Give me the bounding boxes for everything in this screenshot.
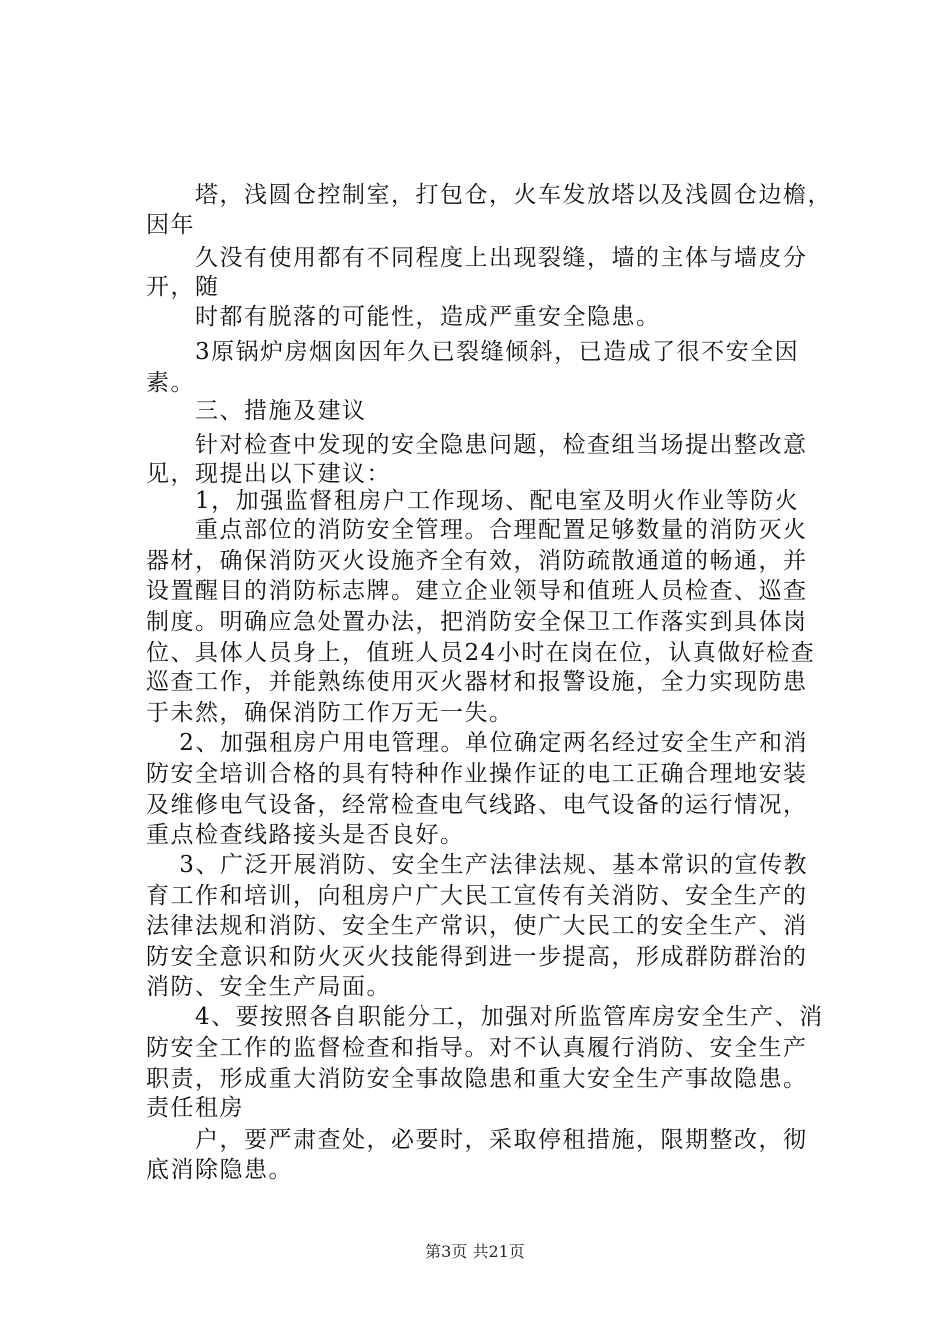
text-line: 重点部位的消防安全管理。合理配置足够数量的消防灭火 — [146, 517, 808, 543]
text-line: 1，加强监督租房户工作现场、配电室及明火作业等防火 — [146, 488, 800, 514]
text-line: 责任租房 — [146, 1095, 244, 1121]
text-line: 开，随 — [146, 274, 220, 300]
section-heading: 三、措施及建议 — [146, 398, 367, 424]
text-line: 2、加强租房户用电管理。单位确定两名经过安全生产和消 — [146, 730, 808, 756]
text-line: 重点检查线路接头是否良好。 — [146, 822, 465, 848]
text-line: 制度。明确应急处置办法，把消防安全保卫工作落实到具体岗 — [146, 609, 808, 635]
text-line: 防安全培训合格的具有特种作业操作证的电工正确合理地安装 — [146, 761, 808, 787]
text-line: 防安全工作的监督检查和指导。对不认真履行消防、安全生产 — [146, 1035, 808, 1061]
text-line: 4、要按照各自职能分工，加强对所监管库房安全生产、消 — [146, 1004, 824, 1030]
text-line: 素。 — [146, 370, 195, 396]
text-line: 器材，确保消防灭火设施齐全有效，消防疏散通道的畅通，并 — [146, 548, 808, 574]
text-line: 3、广泛开展消防、安全生产法律法规、基本常识的宣传教 — [146, 852, 808, 878]
text-line: 因年 — [146, 212, 195, 238]
text-line: 及维修电气设备，经常检查电气线路、电气设备的运行情况， — [146, 792, 808, 818]
text-line: 3原锅炉房烟囱因年久已裂缝倾斜，已造成了很不安全因 — [146, 339, 800, 365]
text-line: 塔，浅圆仓控制室，打包仓，火车发放塔以及浅圆仓边檐， — [146, 182, 832, 208]
text-line: 职责，形成重大消防安全事故隐患和重大安全生产事故隐患。 — [146, 1066, 808, 1092]
text-line: 户，要严肃查处，必要时，采取停租措施，限期整改，彻 — [146, 1127, 808, 1153]
text-line: 防安全意识和防火灭火技能得到进一步提高，形成群防群治的 — [146, 944, 808, 970]
text-line: 见，现提出以下建议： — [146, 461, 391, 487]
page-footer: 第3页 共21页 — [425, 1242, 525, 1261]
text-line: 底消除隐患。 — [146, 1157, 293, 1183]
text-line: 久没有使用都有不同程度上出现裂缝，墙的主体与墙皮分 — [146, 245, 808, 271]
text-line: 消防、安全生产局面。 — [146, 974, 391, 1000]
text-line: 于未然，确保消防工作万无一失。 — [146, 700, 514, 726]
text-line: 巡查工作，并能熟练使用灭火器材和报警设施，全力实现防患 — [146, 669, 808, 695]
text-line: 法律法规和消防、安全生产常识，使广大民工的安全生产、消 — [146, 913, 808, 939]
text-line: 针对检查中发现的安全隐患问题，检查组当场提出整改意 — [146, 432, 808, 458]
text-line: 设置醒目的消防标志牌。建立企业领导和值班人员检查、巡查 — [146, 578, 808, 604]
text-line: 时都有脱落的可能性，造成严重安全隐患。 — [146, 304, 661, 330]
text-line: 育工作和培训，向租房户广大民工宣传有关消防、安全生产的 — [146, 883, 808, 909]
text-line: 位、具体人员身上，值班人员24小时在岗在位，认真做好检查 — [146, 640, 816, 666]
